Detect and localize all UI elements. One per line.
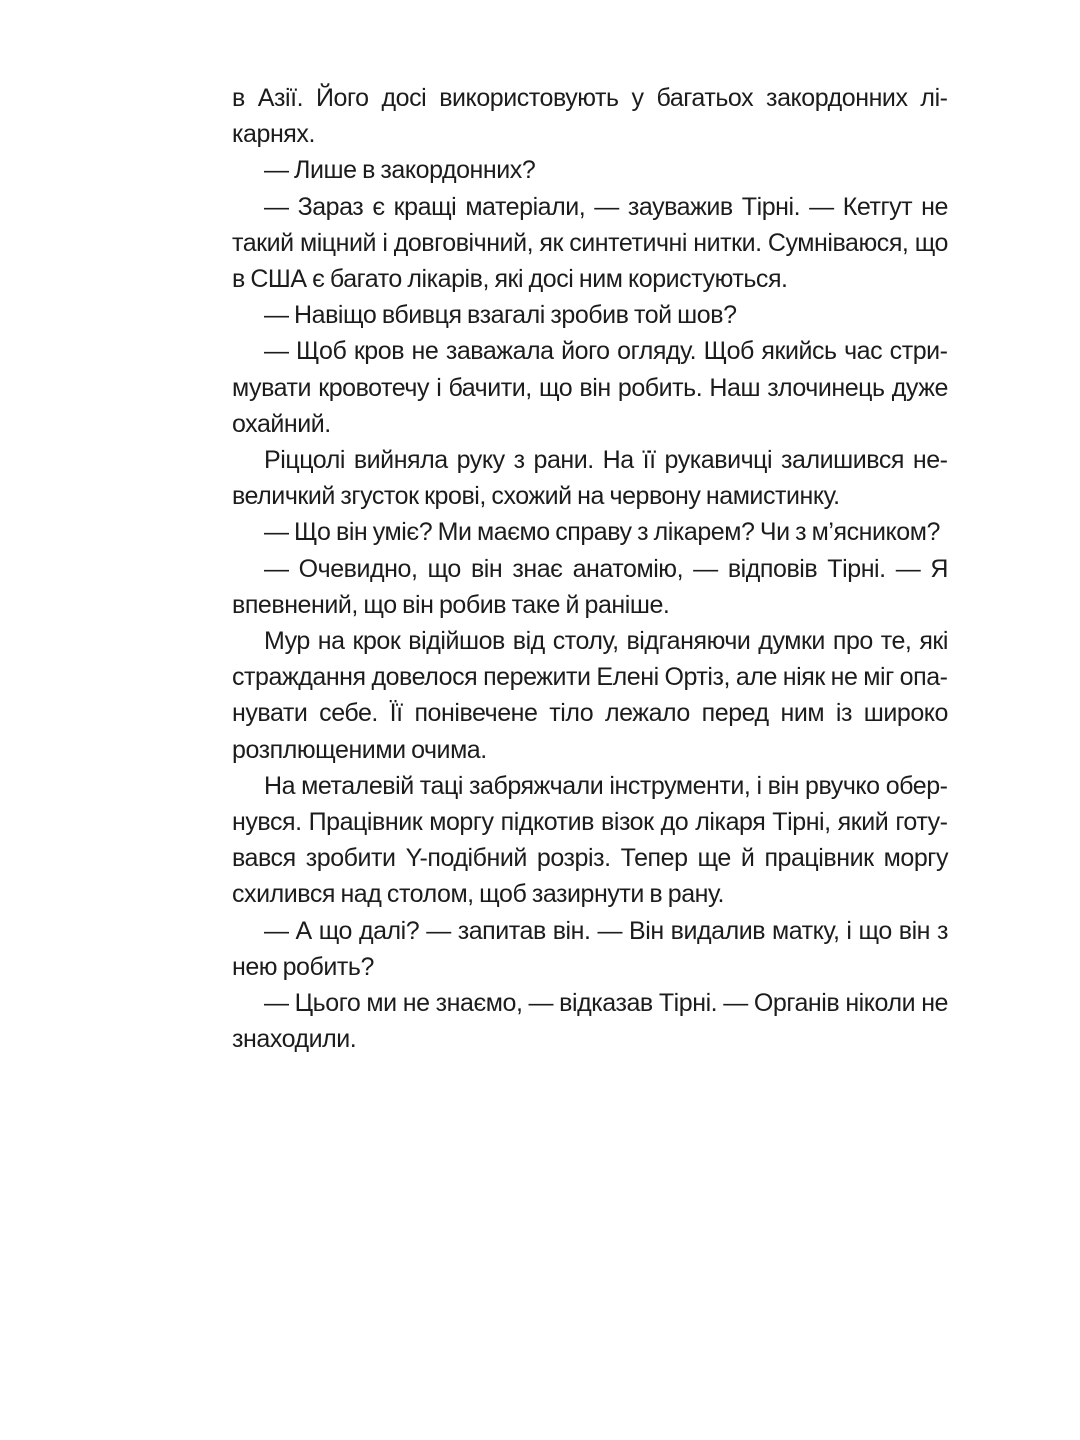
paragraph-7: — Що він уміє? Ми маємо справу з лікарем? Чи з м’ясником? [264, 518, 940, 547]
paragraph-8: — Очевидно, що він знає анатомію, — відповів Тірні. — Я впевнений, що він робив таке й раніше. [232, 554, 948, 619]
paragraph-12: — Цього ми не знаємо, — відказав Тірні. — Органів ніколи не знаходили. [232, 989, 948, 1054]
paragraph-5: — Щоб кров не заважала його огляду. Щоб якийсь час стримувати кровотечу і бачити, що він робить. Наш злочинець дуже охайний. [232, 337, 948, 438]
page-text [232, 80, 948, 1057]
paragraph-3: — Зараз є кращі матеріали, — зауважив Тірні. — Кетгут не такий міцний і довговічний, як синтетичні нитки. Сумніваюся, що в США є багато лікарів, які досі ним користуються. [232, 192, 948, 294]
paragraph-6: Ріццолі вийняла руку з рани. На її рукавичці залишився невеличкий згусток крові, схожий на червону намистинку. [232, 446, 948, 511]
paragraph-10: На металевій таці забряжчали інструменти, і він рвучко обернувся. Працівник моргу підкотив візок до лікаря Тірні, який готувався зробити Y-подібний розріз. Тепер ще й працівник моргу схилився над столом, щоб зазирнути в рану. [232, 771, 948, 909]
paragraph-11: — А що далі? — запитав він. — Він видалив матку, і що він з нею робить? [232, 916, 948, 981]
paragraph-2: — Лише в закордонних? [264, 156, 536, 185]
paragraph-4: — Навіщо вбивця взагалі зробив той шов? [264, 301, 737, 330]
paragraph-1: в Азії. Його досі використовують у багатьох закордонних лікарнях. [232, 84, 948, 149]
paragraph-9: Мур на крок відійшов від столу, відганяючи думки про те, які страждання довелося пережити Елені Ортіз, але ніяк не міг опанувати себе. Її понівечене тіло лежало перед ним із широко розплющеними очима. [232, 627, 948, 764]
